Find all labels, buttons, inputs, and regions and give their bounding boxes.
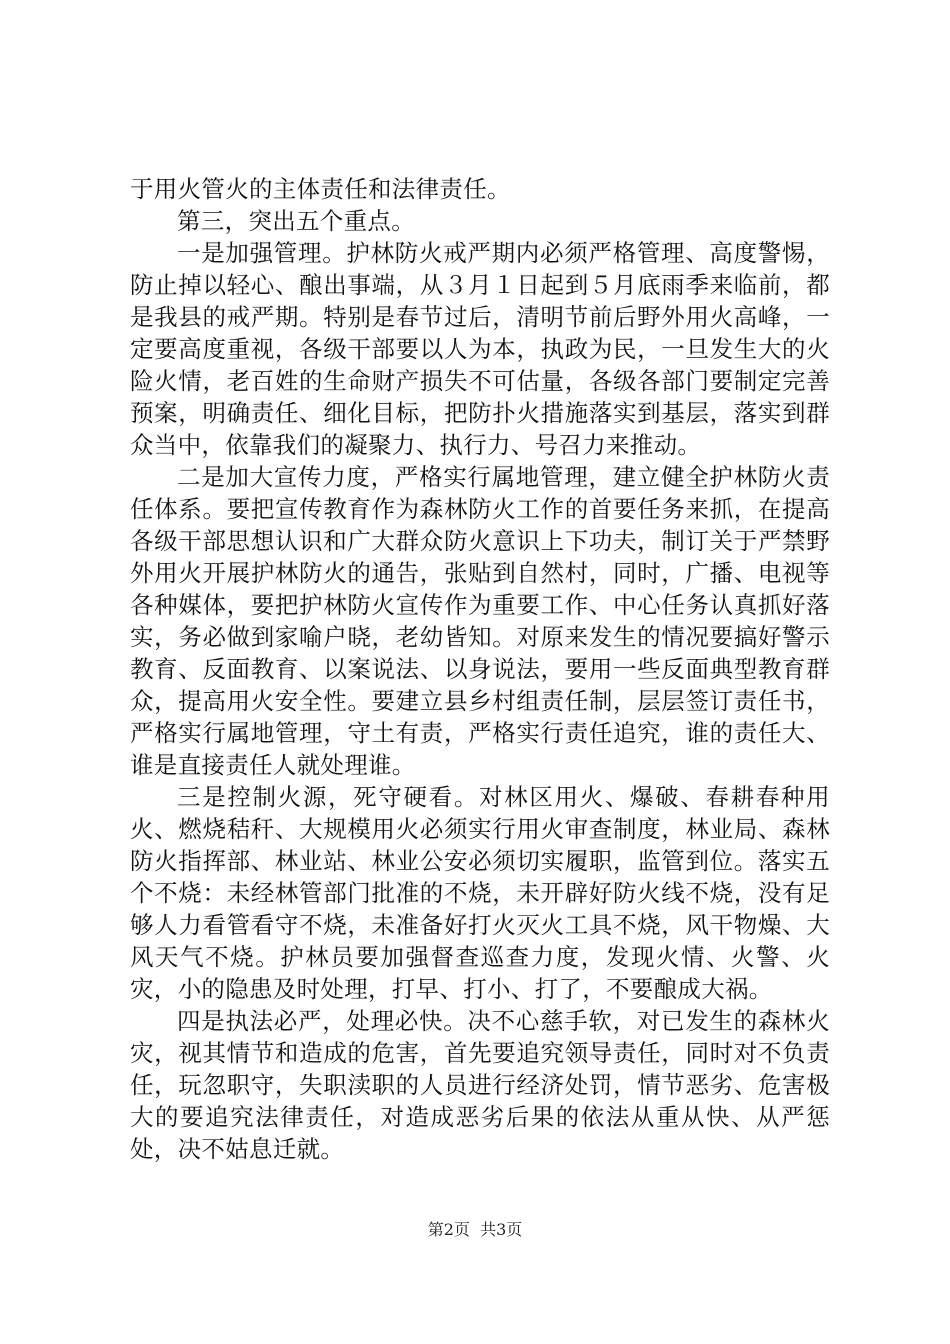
document-body bbox=[130, 173, 830, 1165]
page-footer bbox=[0, 1219, 950, 1241]
paragraph-point-four: 四是执法必严，处理必快。决不心慈手软，对已发生的森林火灾，视其情节和造成的危害，首先要追究领导责任，同时对不负责任，玩忽职守，失职渎职的人员进行经济处罚，情节恶劣、危害极大的要追究法律责任，对造成恶劣后果的依法从重从快、从严惩处，决不姑息迁就。 bbox=[130, 1007, 830, 1163]
paragraph-point-two: 二是加大宣传力度，严格实行属地管理，建立健全护林防火责任体系。要把宣传教育作为森林防火工作的首要任务来抓，在提高各级干部思想认识和广大群众防火意识上下功夫，制订关于严禁野外用火开展护林防火的通告，张贴到自然村，同时，广播、电视等各种媒体，要把护林防火宣传作为重要工作、中心任务认真抓好落实，务必做到家喻户晓，老幼皆知。对原来发生的情况要搞好警示教育、反面教育、以案说法、以身说法，要用一些反面典型教育群众，提高用火安全性。要建立县乡村组责任制，层层签订责任书，严格实行属地管理，守土有责，严格实行责任追究，谁的责任大、谁是直接责任人就处理谁。 bbox=[130, 463, 830, 779]
paragraph-point-three: 三是控制火源，死守硬看。对林区用火、爆破、春耕春种用火、燃烧秸秆、大规模用火必须实行用火审查制度，林业局、森林防火指挥部、林业站、林业公安必须切实履职，监管到位。落实五个不烧：未经林管部门批准的不烧，未开辟好防火线不烧，没有足够人力看管看守不烧，未准备好打火灭火工具不烧，风干物燥、大风天气不烧。护林员要加强督查巡查力度，发现火情、火警、火灾，小的隐患及时处理，打早、打小、打了，不要酿成大祸。 bbox=[130, 783, 830, 1003]
paragraph-section-heading: 第三，突出五个重点。 bbox=[177, 207, 415, 235]
paragraph-point-one: 一是加强管理。护林防火戒严期内必须严格管理、高度警惕，防止掉以轻心、酿出事端，从３月１日起到５月底雨季来临前，都是我县的戒严期。特别是春节过后，清明节前后野外用火高峰，一定要高度重视，各级干部要以人为本，执政为民，一旦发生大的火险火情，老百姓的生命财产损失不可估量，各级各部门要制定完善预案，明确责任、细化目标，把防扑火措施落实到基层，落实到群众当中，依靠我们的凝聚力、执行力、号召力来推动。 bbox=[130, 239, 830, 459]
page-number-label: 第2页 共3页 bbox=[427, 1220, 523, 1239]
paragraph-continuation: 于用火管火的主体责任和法律责任。 bbox=[130, 175, 511, 203]
